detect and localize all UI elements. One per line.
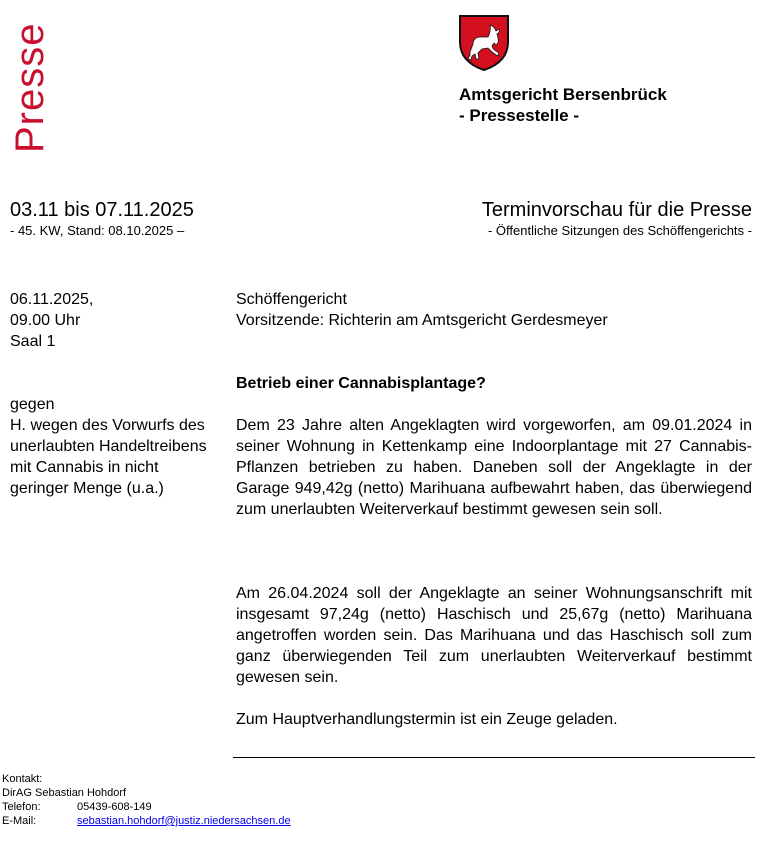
preview-title: Terminvorschau für die Presse <box>481 199 752 221</box>
footer-divider <box>233 757 755 758</box>
presiding-judge: Vorsitzende: Richterin am Amtsgericht Gerdesmeyer <box>236 312 608 329</box>
charge-description: H. wegen des Vorwurfs des unerlaubten Handeltreibens mit Cannabis in nicht geringer Menge (u.a.) <box>10 417 207 497</box>
case-paragraph-3: Zum Hauptverhandlungstermin ist ein Zeuge geladen. <box>236 711 618 728</box>
hearing-time: 09.00 Uhr <box>10 312 81 329</box>
press-office-label: - Pressestelle - <box>459 106 580 125</box>
phone-label: Telefon: <box>2 801 41 813</box>
contact-phone-row <box>2 800 152 814</box>
calendar-week-line: - 45. KW, Stand: 08.10.2025 – <box>10 223 185 238</box>
case-paragraph-1: Dem 23 Jahre alten Angeklagten wird vorgeworfen, am 09.01.2024 in seiner Wohnung in Kettenkamp eine Indoorplantage mit 27 Cannabis-Pflanzen betrieben zu haben. Daneben soll der Angeklagte in der Garage 949,42g (netto) Marihuana aufbewahrt haben, das überwiegend zum unerlaubten Weiterverkauf bestimmt gewesen sein soll. <box>236 417 752 518</box>
date-range: 03.11 bis 07.11.2025 <box>10 199 194 221</box>
against-label: gegen <box>10 396 55 413</box>
contact-email-row <box>2 814 291 828</box>
contact-name: DirAG Sebastian Hohdorf <box>2 787 127 799</box>
phone-number: 05439-608-149 <box>77 801 152 813</box>
court-name: Amtsgericht Bersenbrück <box>459 85 667 104</box>
case-headline: Betrieb einer Cannabisplantage? <box>236 375 486 392</box>
contact-heading: Kontakt: <box>2 773 43 785</box>
lower-saxony-horse-coat-of-arms-icon <box>458 14 510 72</box>
presse-vertical-label: Presse <box>8 22 52 153</box>
hearing-room: Saal 1 <box>10 333 56 350</box>
hearing-date: 06.11.2025, <box>10 291 94 308</box>
preview-subtitle: - Öffentliche Sitzungen des Schöffengerichts - <box>487 223 752 238</box>
email-label: E-Mail: <box>2 815 37 827</box>
email-link[interactable]: sebastian.hohdorf@justiz.niedersachsen.de <box>77 815 291 827</box>
court-type: Schöffengericht <box>236 291 347 308</box>
case-paragraph-2: Am 26.04.2024 soll der Angeklagte an seiner Wohnungsanschrift mit insgesamt 97,24g (netto) Haschisch und 25,67g (netto) Marihuana angetroffen worden sein. Das Marihuana und das Haschisch soll zum ganz überwiegenden Teil zum unerlaubten Weiterverkauf bestimmt gewesen sein. <box>236 585 752 686</box>
